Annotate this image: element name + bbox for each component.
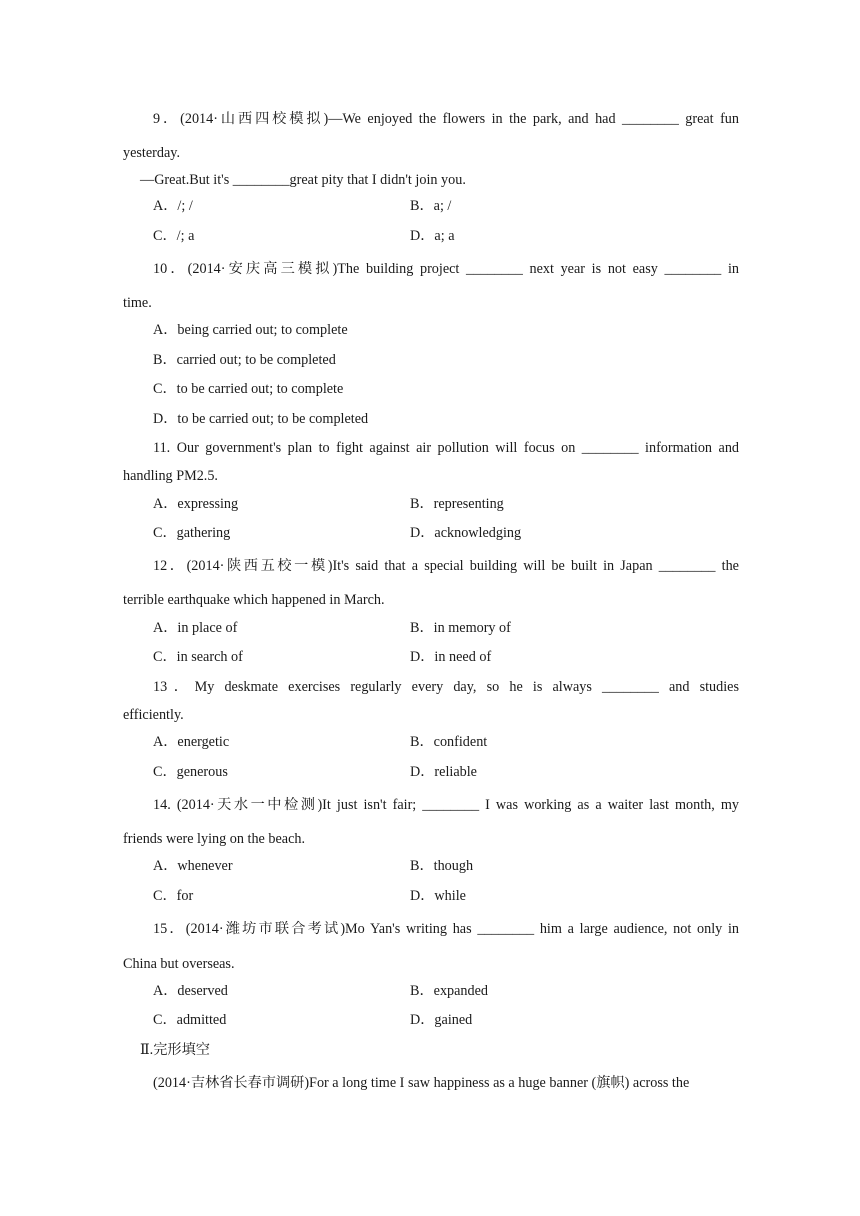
question-10-line2: time. [123,295,152,311]
question-9-option-a: A．/; / [153,198,193,214]
section-heading: Ⅱ.完形填空 [140,1042,210,1058]
question-15-option-d: D．gained [410,1012,473,1028]
question-10-option-d: D．to be carried out; to be completed [153,411,369,427]
question-10-option-c: C．to be carried out; to complete [153,381,344,397]
question-11-option-d: D．acknowledging [410,525,522,541]
question-12-line2: terrible earthquake which happened in March. [123,592,385,608]
question-12-option-c: C．in search of [153,649,243,665]
question-13-line1: 13．My deskmate exercises regularly every day, so he is always ________ and studies [153,679,739,695]
question-9-line1: 9．(2014·山西四校模拟)—We enjoyed the flowers in the park, and had ________ great fun [153,111,739,127]
question-14-option-a: A．whenever [153,858,233,874]
question-12-option-a: A．in place of [153,620,238,636]
question-11-line2: handling PM2.5. [123,468,218,484]
question-15-option-c: C．admitted [153,1012,227,1028]
question-9-option-d: D．a; a [410,228,455,244]
question-15-line1: 15．(2014·潍坊市联合考试)Mo Yan's writing has ________ him a large audience, not only in [153,921,739,937]
question-9-reply: —Great.But it's ________great pity that I didn't join you. [140,172,466,188]
question-14-option-b: B．though [410,858,474,874]
question-13-option-d: D．reliable [410,764,477,780]
question-14-line1: 14. (2014·天水一中检测)It just isn't fair; ________ I was working as a waiter last month, my [153,797,739,813]
question-15-option-b: B．expanded [410,983,489,999]
question-10-option-b: B．carried out; to be completed [153,352,336,368]
question-11-line1: 11. Our government's plan to fight against air pollution will focus on ________ information and [153,440,740,456]
question-12-option-b: B．in memory of [410,620,511,636]
question-15-line2: China but overseas. [123,956,235,972]
question-13-option-a: A．energetic [153,734,230,750]
question-14-line2: friends were lying on the beach. [123,831,306,847]
passage-first-line: (2014·吉林省长春市调研)For a long time I saw happiness as a huge banner (旗帜) across the [153,1075,690,1091]
question-10-option-a: A．being carried out; to complete [153,322,348,338]
question-11-option-a: A．expressing [153,496,239,512]
question-11-option-b: B．representing [410,496,504,512]
question-13-option-b: B．confident [410,734,488,750]
question-13-line2: efficiently. [123,707,184,723]
question-9-option-b: B．a; / [410,198,452,214]
question-11-option-c: C．gathering [153,525,231,541]
question-13-option-c: C．generous [153,764,228,780]
question-12-option-d: D．in need of [410,649,492,665]
question-10-line1: 10．(2014·安庆高三模拟)The building project ________ next year is not easy ________ in [153,261,739,277]
question-12-line1: 12．(2014·陕西五校一模)It's said that a special building will be built in Japan ________ the [153,558,739,574]
question-15-option-a: A．deserved [153,983,228,999]
question-14-option-c: C．for [153,888,194,904]
question-14-option-d: D．while [410,888,466,904]
question-9-option-c: C．/; a [153,228,195,244]
question-9-line2: yesterday. [123,145,180,161]
